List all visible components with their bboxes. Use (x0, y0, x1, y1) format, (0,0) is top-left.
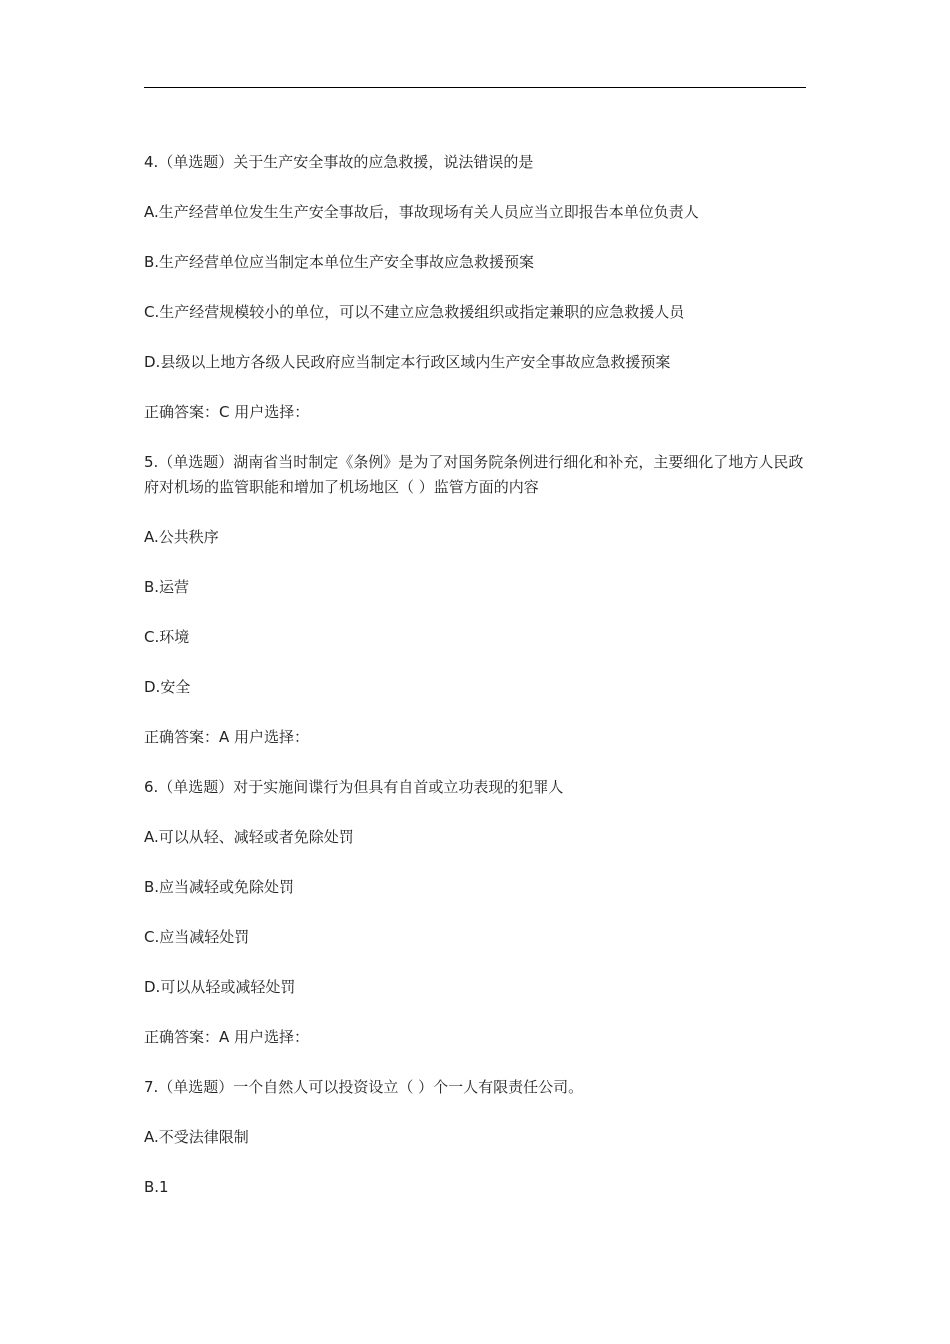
option-b: B.运营 (144, 578, 190, 596)
option-a: A.公共秩序 (144, 528, 219, 546)
option-a: A.不受法律限制 (144, 1128, 249, 1146)
question-stem: 7.（单选题）一个自然人可以投资设立（ ）个一人有限责任公司。 (144, 1078, 584, 1096)
option-c: C.环境 (144, 628, 190, 646)
question-list (144, 150, 806, 1225)
option-b: B.生产经营单位应当制定本单位生产安全事故应急救援预案 (144, 253, 535, 271)
header-rule (144, 87, 806, 88)
question-item (144, 450, 806, 750)
option-d: D.安全 (144, 678, 191, 696)
option-d: D.可以从轻或减轻处罚 (144, 978, 296, 996)
option-c: C.应当减轻处罚 (144, 928, 250, 946)
answer-line: 正确答案：A 用户选择： (144, 728, 310, 746)
question-stem: 4.（单选题）关于生产安全事故的应急救援，说法错误的是 (144, 153, 534, 171)
option-c: C.生产经营规模较小的单位，可以不建立应急救援组织或指定兼职的应急救援人员 (144, 303, 685, 321)
option-d: D.县级以上地方各级人民政府应当制定本行政区域内生产安全事故应急救援预案 (144, 353, 671, 371)
answer-line: 正确答案：A 用户选择： (144, 1028, 310, 1046)
option-a: A.可以从轻、减轻或者免除处罚 (144, 828, 354, 846)
option-a: A.生产经营单位发生生产安全事故后，事故现场有关人员应当立即报告本单位负责人 (144, 203, 699, 221)
question-stem: 5.（单选题）湖南省当时制定《条例》是为了对国务院条例进行细化和补充，主要细化了地方人民政府对机场的监管职能和增加了机场地区（ ）监管方面的内容 (144, 453, 804, 496)
question-item (144, 150, 806, 425)
option-b: B.1 (144, 1178, 169, 1196)
option-b: B.应当减轻或免除处罚 (144, 878, 295, 896)
answer-line: 正确答案：C 用户选择： (144, 403, 310, 421)
question-stem: 6.（单选题）对于实施间谍行为但具有自首或立功表现的犯罪人 (144, 778, 564, 796)
question-item (144, 1075, 806, 1200)
question-item (144, 775, 806, 1050)
